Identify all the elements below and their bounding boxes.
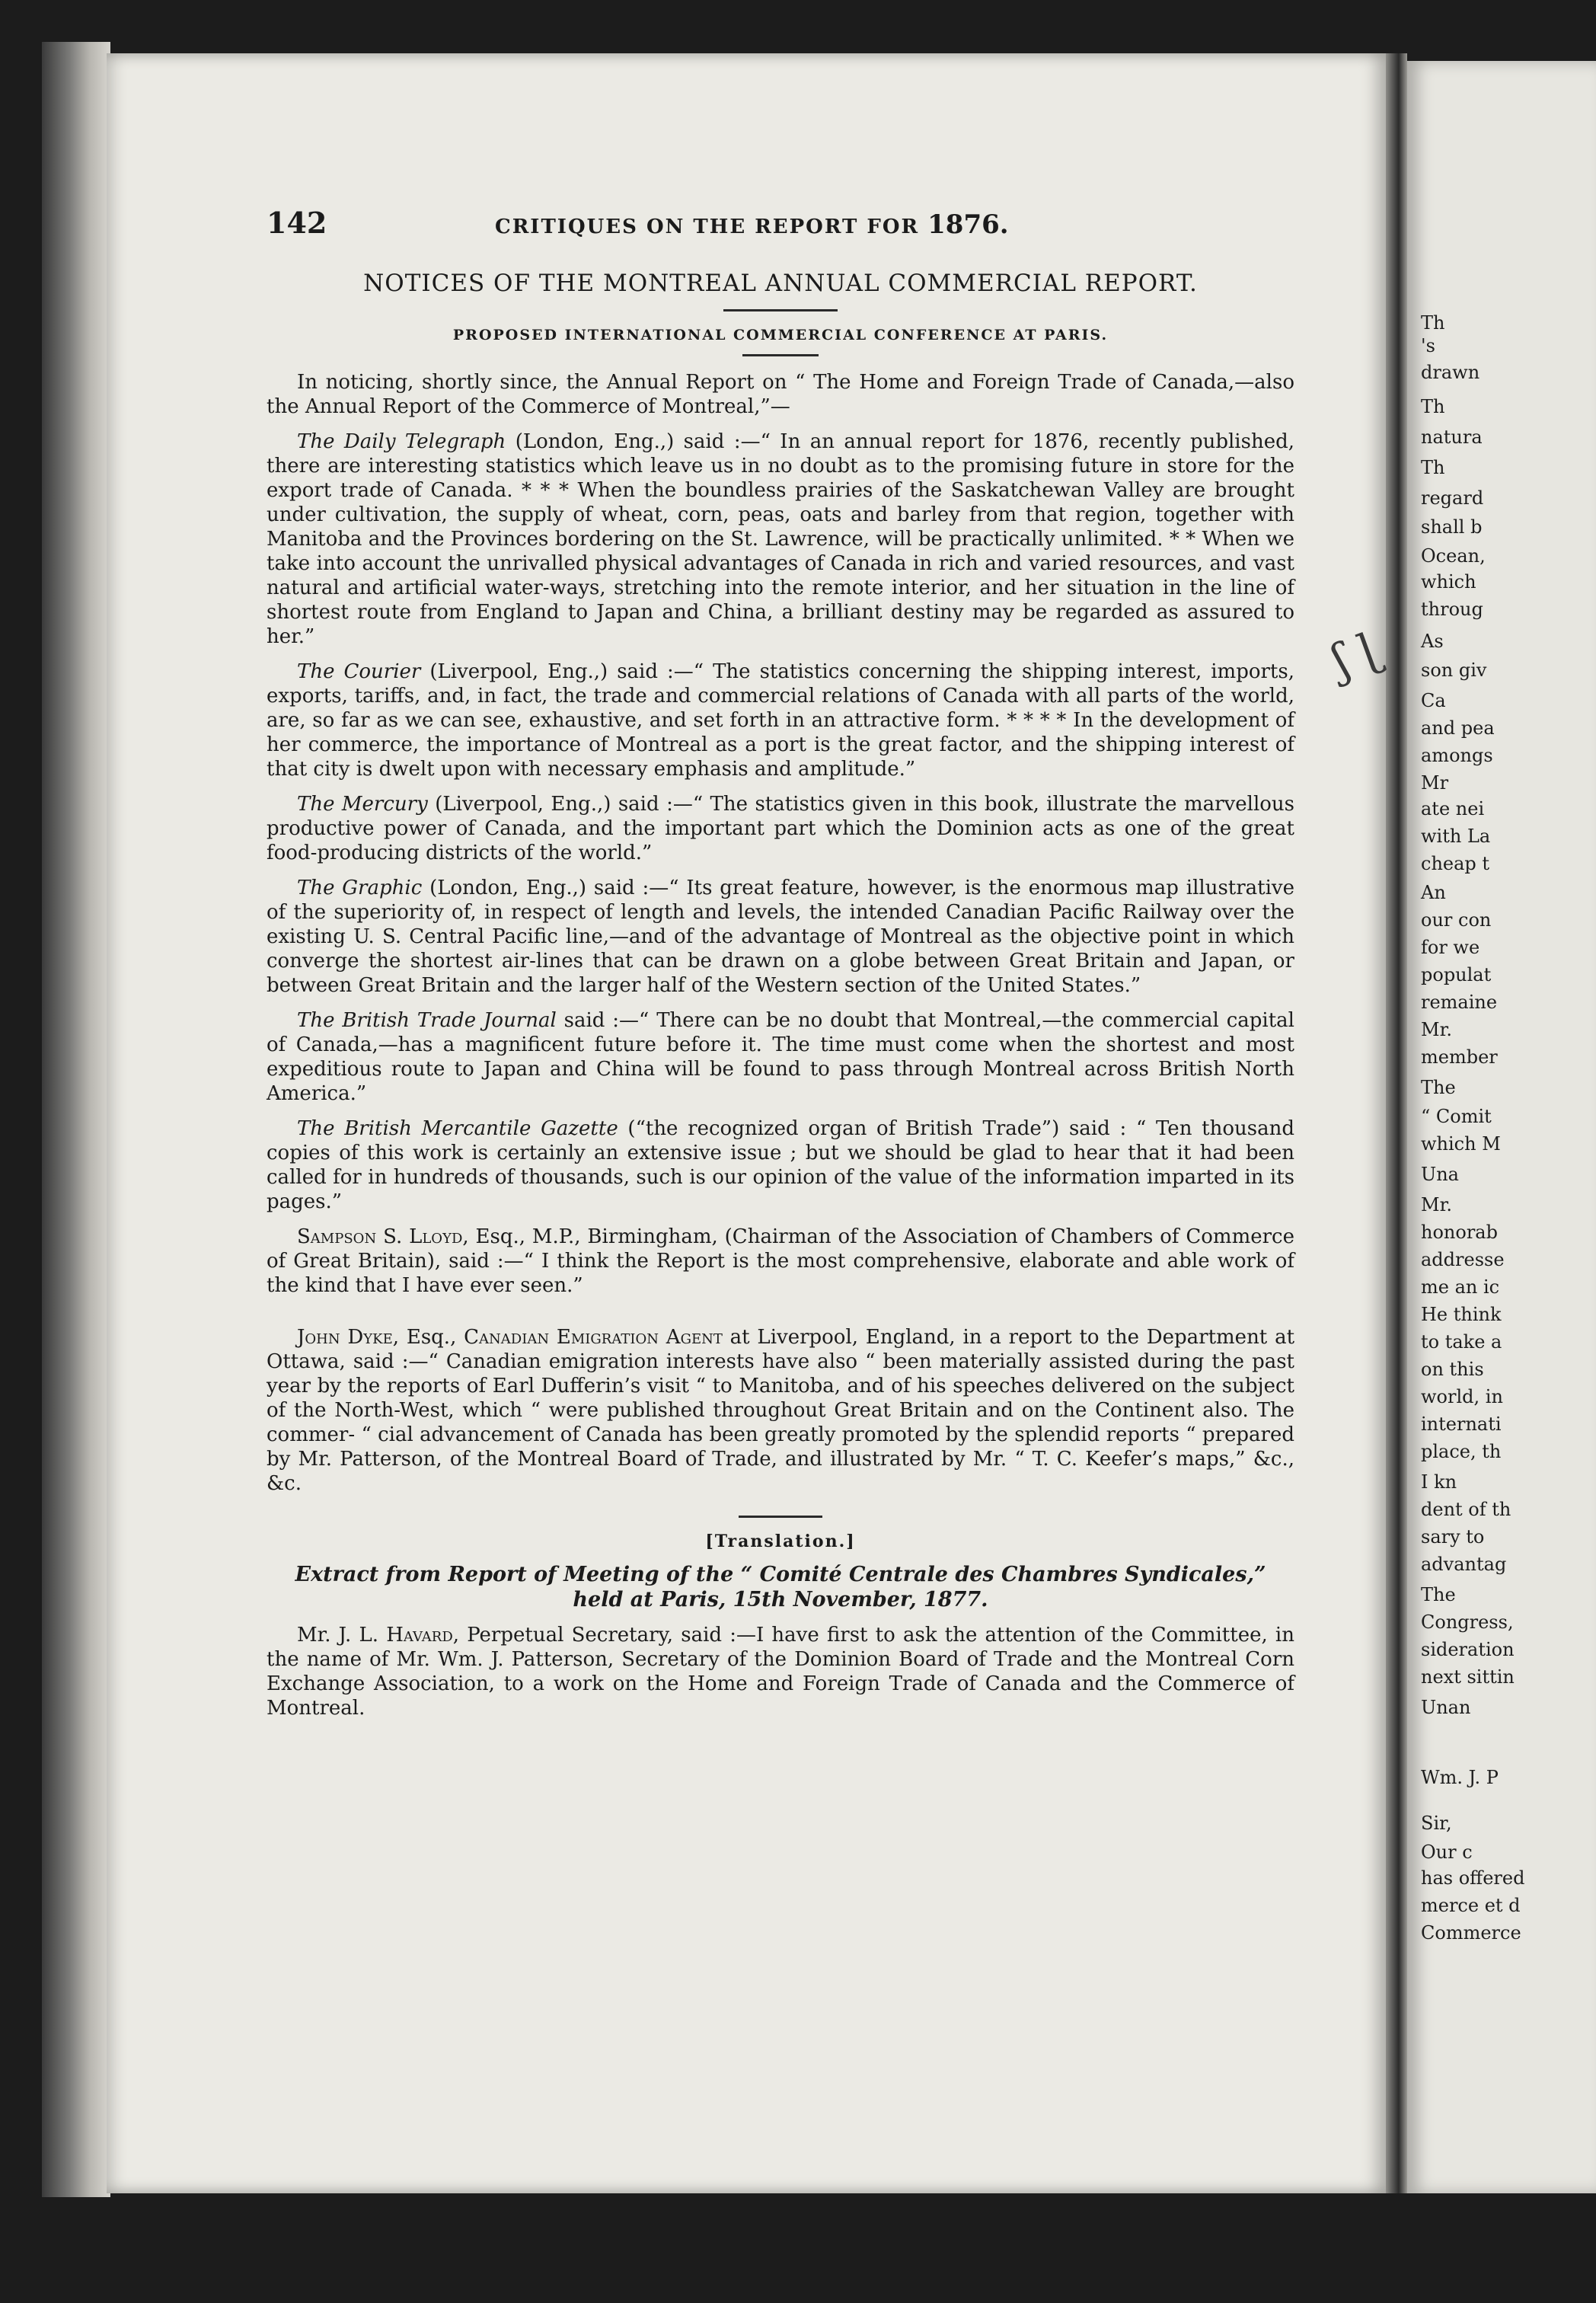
right-page-fragment: He think <box>1421 1304 1502 1325</box>
right-page-fragment: shall b <box>1421 516 1483 538</box>
right-page-fragment: I kn <box>1421 1471 1457 1493</box>
source-name: The British Mercantile Gazette <box>297 1117 618 1140</box>
right-page-fragment: Commerce <box>1421 1922 1521 1944</box>
right-page-fragment: which M <box>1421 1133 1501 1155</box>
right-page-fragment: drawn <box>1421 362 1480 383</box>
right-page-fragment: son giv <box>1421 660 1487 681</box>
person-title: Canadian Emigration Agent <box>464 1326 723 1349</box>
right-page-fragment: to take a <box>1421 1331 1502 1353</box>
right-page-fragment: which <box>1421 571 1476 593</box>
right-page-fragment: sideration <box>1421 1639 1515 1660</box>
right-page-fragment: merce et d <box>1421 1895 1521 1916</box>
lloyd-paragraph: Sampson S. Lloyd, Esq., M.P., Birmingham, (Chairman of the Association of Chambers of Commerce of Great Britain), said :—“ I think the Report is the most comprehensive, elaborate and able work of the kind that I have ever seen.” <box>267 1225 1294 1297</box>
havard-paragraph: Mr. J. L. Havard, Perpetual Secretary, said :—I have first to ask the attention of the Committee, in the name of Mr. Wm. J. Patterson, Secretary of the Dominion Board of Trade and the Montreal Corn Exchange Association, to a work on the Home and Foreign Trade of Canada and the Commerce of Montreal. <box>267 1624 1294 1720</box>
right-page-fragment: Th <box>1421 312 1445 334</box>
right-page-fragment: cheap t <box>1421 853 1490 874</box>
right-page-fragment: Wm. J. P <box>1421 1767 1499 1788</box>
right-page-fragment: has offered <box>1421 1867 1525 1889</box>
dyke-paragraph: John Dyke, Esq., Canadian Emigration Agent at Liverpool, England, in a report to the Department at Ottawa, said :—“ Canadian emigration interests have also “ been materially assisted during the past year by the reports of Earl Dufferin’s visit “ to Manitoba, and of his speeches delivered on the subject of the North-West, which “ were published throughout Great Britain and on the Continent also. The commer- “ cial advancement of Canada has been greatly promoted by the splendid reports “ prepared by Mr. Patterson, of the Montreal Board of Trade, and illustrated by Mr. “ T. C. Keefer’s maps,” &c., &c. <box>267 1326 1295 1495</box>
right-page-fragment: Th <box>1421 457 1445 478</box>
extract-heading: Extract from Report of Meeting of the “ Comité Centrale des Chambres Syndicales,” held at Paris, 15th November, 1877. <box>295 1563 1266 1611</box>
right-page-fragment: me an ic <box>1421 1276 1500 1298</box>
translation-label: [Translation.] <box>705 1532 856 1551</box>
subheading-rule <box>742 354 819 356</box>
section-rule <box>739 1516 822 1518</box>
right-page-fragment: An <box>1421 882 1446 903</box>
source-name: The Graphic <box>297 877 423 899</box>
courier-paragraph: The Courier (Liverpool, Eng.,) said :—“ The statistics concerning the shipping interest, imports, exports, tariffs, and, in fact, the trade and commercial relations of Canada with all parts of the world, are, so far as we can see, exhaustive, and set forth in an attractive form. * * * * In the development of her commerce, the importance of Montreal as a port is the great factor, and the shipping interest of that city is dwelt upon with necessary emphasis and amplitude.” <box>267 660 1294 781</box>
sub-heading: PROPOSED INTERNATIONAL COMMERCIAL CONFERENCE AT PARIS. <box>452 327 1109 343</box>
running-title: CRITIQUES ON THE REPORT FOR 1876. <box>495 209 1009 240</box>
running-head <box>267 206 1294 248</box>
right-page-fragment: ate nei <box>1421 798 1485 819</box>
right-page-fragment: Our c <box>1421 1841 1473 1863</box>
right-page-fragment: sary to <box>1421 1526 1485 1548</box>
right-page-fragment: world, in <box>1421 1386 1503 1407</box>
right-page-fragment: remaine <box>1421 992 1498 1013</box>
right-page-fragment: honorab <box>1421 1222 1498 1243</box>
right-page-fragment: addresse <box>1421 1249 1505 1270</box>
british-mercantile-gazette-paragraph: The British Mercantile Gazette (“the recognized organ of British Trade”) said : “ Ten thousand copies of this work is certainly an extensive issue ; but we should be glad to hear that it had been called for in hundreds of thousands, such is our opinion of the value of the information imparted in its pages.” <box>267 1117 1294 1213</box>
right-page <box>1407 61 1596 2193</box>
right-page-fragment: Mr <box>1421 772 1449 794</box>
right-page-fragment: Th <box>1421 396 1445 417</box>
right-page-fragment: internati <box>1421 1413 1502 1435</box>
main-heading: NOTICES OF THE MONTREAL ANNUAL COMMERCIAL REPORT. <box>363 270 1198 297</box>
right-page-fragment: natura <box>1421 426 1483 448</box>
book-gutter <box>1386 53 1407 2193</box>
right-page-fragment: advantag <box>1421 1554 1507 1575</box>
person-name: John Dyke <box>297 1326 393 1349</box>
right-page-fragment: Ocean, <box>1421 545 1486 567</box>
book-binding <box>42 42 110 2197</box>
spacer <box>267 1298 1294 1314</box>
daily-telegraph-paragraph: The Daily Telegraph (London, Eng.,) said :—“ In an annual report for 1876, recently published, there are interesting statistics which leave us in no doubt as to the promising future in store for the export trade of Canada. * * * When the boundless prairies of the Saskatchewan Valley are brought under cultivation, the supply of wheat, corn, peas, oats and barley from that region, together with Manitoba and the Provinces bordering on the St. Lawrence, will be practically unlimited. * * When we take into account the unrivalled physical advantages of Canada in rich and varied resources, and vast natural and artificial water-ways, stretching into the remote interior, and her situation in the line of shortest route from England to Japan and China, a brilliant destiny may be regarded as assured to her.” <box>267 430 1294 648</box>
source-name: The British Trade Journal <box>297 1009 557 1032</box>
person-name: Sampson S. Lloyd <box>297 1225 463 1248</box>
right-page-fragment: and pea <box>1421 717 1495 739</box>
right-page-fragment: 's <box>1421 335 1435 356</box>
right-page-fragment: our con <box>1421 909 1492 931</box>
right-page-fragment: Mr. <box>1421 1019 1453 1040</box>
right-page-fragment: Ca <box>1421 690 1446 711</box>
person-name: Havard <box>386 1624 453 1647</box>
right-page-fragment: “ Comit <box>1421 1106 1492 1127</box>
right-page-fragment: place, th <box>1421 1441 1502 1462</box>
page-content <box>267 206 1294 1720</box>
right-page-fragment: throug <box>1421 599 1483 620</box>
right-page-fragment: dent of th <box>1421 1499 1511 1520</box>
graphic-paragraph: The Graphic (London, Eng.,) said :—“ Its great feature, however, is the enormous map illustrative of the superiority of, in respect of length and levels, the intended Canadian Pacific Railway over the existing U. S. Central Pacific line,—and of the advantage of Montreal as the objective point in which converge the shortest air-lines that can be drawn on a globe between Great Britain and Japan, or between Great Britain and the larger half of the Western section of the United States.” <box>267 877 1295 997</box>
right-page-fragment: The <box>1421 1077 1456 1098</box>
right-page-fragment: with La <box>1421 826 1491 847</box>
pencil-margin-mark: ʃ ɭ <box>1326 622 1385 688</box>
right-page-fragment: Mr. <box>1421 1194 1453 1215</box>
right-page-fragment: amongs <box>1421 745 1493 766</box>
heading-rule <box>723 309 838 311</box>
british-trade-journal-paragraph: The British Trade Journal said :—“ There can be no doubt that Montreal,—the commercial capital of Canada,—has a magnificent future before it. The time must come when the shortest and most expeditious route to Japan and China will be found to pass through Montreal across British North America.” <box>267 1009 1294 1105</box>
mercury-paragraph: The Mercury (Liverpool, Eng.,) said :—“ The statistics given in this book, illustrate the marvellous productive power of Canada, and the important part which the Dominion acts as one of the great food-producing districts of the world.” <box>267 793 1294 864</box>
right-page-fragment: As <box>1421 631 1444 652</box>
right-page-fragment: on this <box>1421 1359 1484 1380</box>
source-name: The Daily Telegraph <box>297 430 506 453</box>
source-name: The Mercury <box>297 793 428 816</box>
right-page-fragment: Una <box>1421 1164 1459 1185</box>
right-page-fragment: The <box>1421 1584 1456 1605</box>
source-name: The Courier <box>297 660 421 683</box>
right-page-fragment: next sittin <box>1421 1666 1515 1688</box>
page-number: 142 <box>267 206 327 240</box>
right-page-fragment: populat <box>1421 964 1492 985</box>
intro-paragraph: In noticing, shortly since, the Annual Report on “ The Home and Foreign Trade of Canada,—also the Annual Report of the Commerce of Montreal,”— <box>267 371 1294 418</box>
right-page-fragment: Sir, <box>1421 1813 1452 1834</box>
right-page-fragment: Congress, <box>1421 1611 1514 1633</box>
right-page-fragment: for we <box>1421 937 1480 958</box>
right-page-fragment: Unan <box>1421 1697 1471 1718</box>
right-page-fragment: regard <box>1421 487 1484 509</box>
right-page-fragment: member <box>1421 1046 1498 1068</box>
